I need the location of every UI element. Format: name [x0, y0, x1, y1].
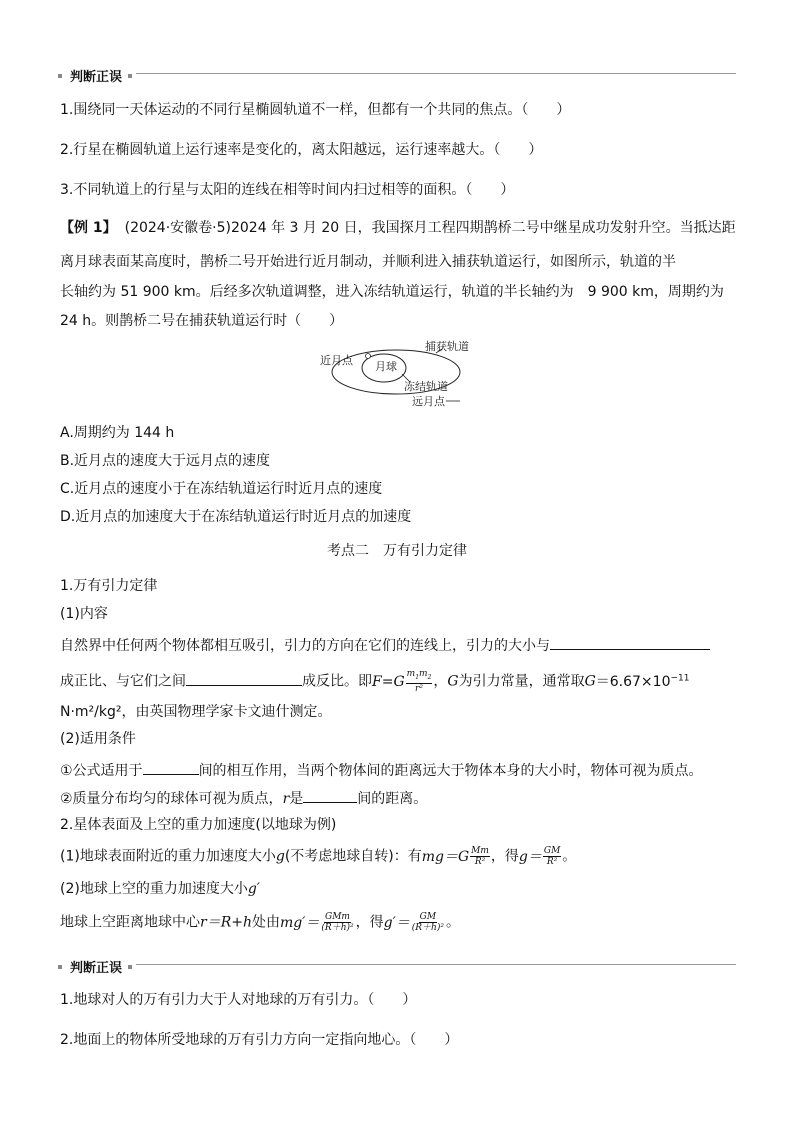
judge-item-1: 1.围绕同一天体运动的不同行星椭圆轨道不一样，但都有一个共同的焦点。（ ）	[60, 102, 571, 118]
content-text: ，	[433, 673, 448, 690]
judge2-item-2: 2.地面上的物体所受地球的万有引力方向一定指向地心。（ ）	[60, 1032, 459, 1048]
bullet-square-icon	[58, 74, 62, 78]
content-text: 是	[289, 791, 304, 807]
near-point-marker	[366, 354, 371, 359]
judge-item-3: 3.不同轨道上的行星与太阳的连线在相等时间内扫过相等的面积。（ ）	[60, 182, 515, 198]
heading-2: 2.星体表面及上空的重力加速度(以地球为例)	[60, 817, 337, 833]
bullet-square-icon	[128, 74, 132, 78]
content-text: 。	[562, 848, 577, 865]
near-point-label: 近月点	[320, 354, 353, 367]
frozen-orbit-label: 冻结轨道	[404, 380, 448, 393]
example-text: (2024·安徽卷·5)2024 年 3 月 20 日，我国探月工程四期鹊桥二号中继星成功发射升空。当抵达距	[124, 220, 736, 236]
example-line-2: 离月球表面某高度时，鹊桥二号开始进行近月制动，并顺利进入捕获轨道运行，如图所示，轨道的半	[60, 254, 676, 270]
content-text: (不考虑地球自转)：有	[284, 848, 422, 865]
option-b: B.近月点的速度大于远月点的速度	[60, 453, 271, 469]
option-a: A.周期约为 144 h	[60, 425, 175, 441]
bullet-square-icon	[128, 965, 132, 969]
content-text: 自然界中任何两个物体都相互吸引，引力的方向在它们的连线上，引力的大小与	[60, 638, 550, 654]
option-d: D.近月点的加速度大于在冻结轨道运行时近月点的加速度	[60, 509, 412, 525]
content-line-3: N·m²/kg²，由英国物理学家卡文迪什测定。	[60, 704, 332, 720]
content-text: ，得	[355, 914, 384, 931]
heading-1: 1.万有引力定律	[60, 578, 158, 594]
fill-blank[interactable]	[186, 670, 302, 686]
example-line-1	[60, 218, 736, 238]
orbit-diagram	[318, 338, 478, 413]
far-point-label: 远月点	[412, 395, 445, 408]
judge2-item-1: 1.地球对人的万有引力大于人对地球的万有引力。（ ）	[60, 992, 417, 1008]
section-header-label: 判断正误	[70, 961, 123, 976]
option-c: C.近月点的速度小于在冻结轨道运行时近月点的速度	[60, 481, 383, 497]
judge-item-2: 2.行星在椭圆轨道上运行速率是变化的，离太阳越远，运行速率越大。（ ）	[60, 142, 543, 158]
divider-line	[136, 964, 736, 965]
content-text: 地球上空距离地球中心	[60, 914, 200, 931]
symbol-r: r	[282, 791, 290, 807]
gravity-line-2	[60, 912, 460, 933]
formula-g-number: $=6.67\times 10^{-11}$	[595, 673, 690, 690]
formula-g-result: g＝ $\frac{GM}{\text{R²}}$	[518, 846, 561, 867]
content-text: 处由	[251, 914, 280, 931]
content-text: ，得	[490, 848, 519, 865]
condition-2	[60, 787, 427, 809]
example-line-4: 24 h。则鹊桥二号在捕获轨道运行时（ ）	[60, 313, 344, 329]
content-line-2	[60, 668, 689, 694]
divider-line	[136, 73, 736, 74]
fill-blank[interactable]	[143, 759, 199, 775]
kaodian-title: 考点二 万有引力定律	[327, 543, 467, 559]
formula-mg-prime: mg′＝ $\frac{\text{GMm}}{\text{(R＋h)²}}$	[279, 912, 354, 933]
fill-blank[interactable]	[303, 787, 357, 803]
content-text: 成正比、与它们之间	[60, 673, 186, 690]
section-header-judge-2	[58, 957, 132, 976]
content-text: 为引力常量，通常取	[458, 673, 585, 690]
content-text: (2)地球上空的重力加速度大小	[60, 881, 248, 897]
example-tag: 【例 1】	[60, 220, 117, 236]
condition-1	[60, 759, 703, 781]
content-text: 间的距离。	[357, 791, 428, 807]
formula-mg: mg＝G $\frac{Mm}{\text{R²}}$	[421, 846, 489, 867]
content-text: ②质量分布均匀的球体可视为质点，	[60, 791, 283, 807]
content-line-1	[60, 634, 710, 656]
symbol-g: G	[447, 673, 459, 690]
content-text: 。	[445, 914, 460, 931]
heading-1b: (2)适用条件	[60, 731, 136, 747]
gravity-line-1	[60, 846, 576, 867]
section-header-judge-1	[58, 66, 132, 85]
fill-blank[interactable]	[550, 634, 710, 650]
heading-1a: (1)内容	[60, 606, 108, 622]
gravity-heading-2	[60, 879, 260, 899]
moon-label: 月球	[375, 360, 397, 373]
symbol-g-prime: g′	[247, 881, 260, 897]
content-text: ①公式适用于	[60, 763, 143, 779]
formula-g-value: G	[584, 673, 596, 690]
formula-r-eq: r＝R+h	[200, 914, 252, 931]
section-header-label: 判断正误	[70, 70, 123, 85]
content-text: 成反比。即	[302, 673, 372, 690]
bullet-square-icon	[58, 965, 62, 969]
content-text: (1)地球表面附近的重力加速度大小	[60, 848, 276, 865]
example-line-3: 长轴约为 51 900 km。后经多次轨道调整，进入冻结轨道运行，轨道的半长轴约为 9 900 km，周期约为	[60, 284, 724, 300]
symbol-g-small: g	[275, 848, 285, 865]
formula-gravitation: F=G $\frac{m_1m_2}{\text{r²}}$	[372, 669, 432, 695]
capture-orbit-label: 捕获轨道	[425, 340, 469, 353]
formula-g-prime-result: g′＝ $\frac{GM}{\text{(R＋h)²}}$	[383, 912, 444, 933]
content-text: 间的相互作用，当两个物体间的距离远大于物体本身的大小时，物体可视为质点。	[198, 763, 703, 779]
